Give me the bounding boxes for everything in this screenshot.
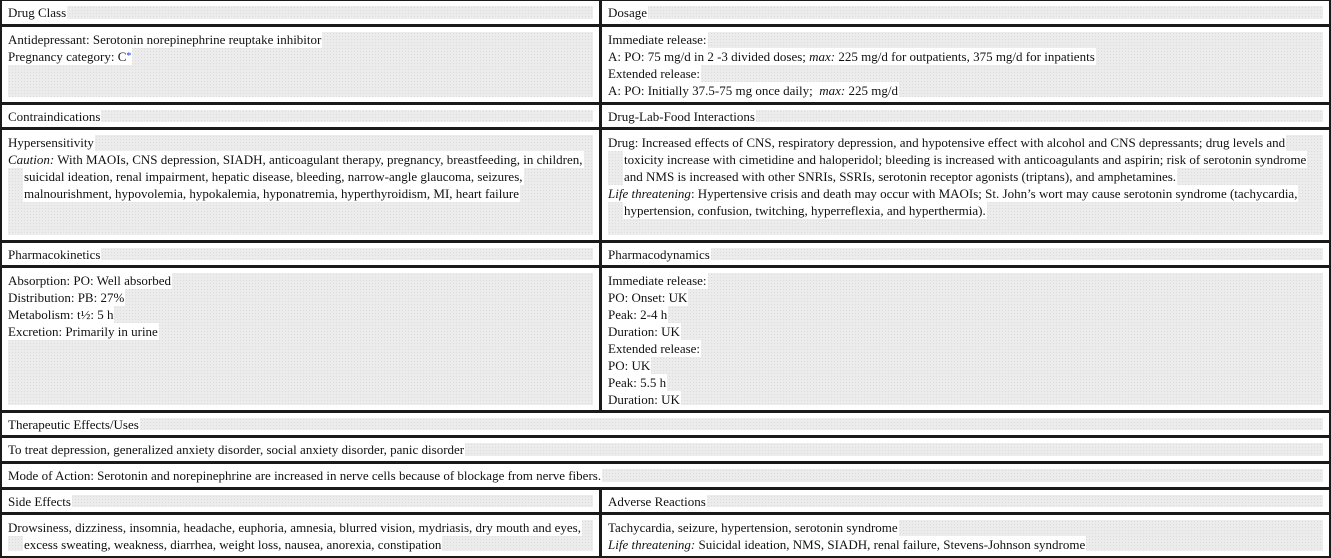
row-therapeutic-header (0, 412, 1331, 437)
side-effects-text: Drowsiness, dizziness, insomnia, headache, euphoria, amnesia, blurred vision, mydriasis, dry mouth and eyes, excess sweating, weakness, diarrhea, weight loss, nausea, anorexia, constipation (8, 520, 581, 552)
contraindications-content-cell (0, 128, 601, 242)
row-contraindications-interactions-headers (0, 104, 1331, 129)
therapeutic-uses-cell (0, 436, 1331, 463)
therapeutic-header-cell (0, 411, 1331, 437)
adverse-reactions-header: Adverse Reactions (608, 494, 706, 509)
row-mode-of-action (0, 463, 1331, 489)
pd-line: PO: Onset: UK (608, 290, 688, 305)
max-label: max: (809, 49, 836, 64)
pd-line: Duration: UK (608, 392, 680, 407)
dosage-content-cell (600, 25, 1331, 104)
therapeutic-header: Therapeutic Effects/Uses (8, 417, 139, 432)
row-pk-pd-content (0, 267, 1331, 412)
pd-line: Extended release: (608, 341, 701, 356)
pk-metabolism: Metabolism: t½: 5 h (8, 307, 114, 322)
row-drug-class-dosage-content (0, 26, 1331, 104)
row-therapeutic-uses (0, 437, 1331, 463)
dosage-header: Dosage (608, 5, 647, 20)
pd-line: Immediate release: (608, 273, 707, 288)
drug-class-header-cell (0, 0, 601, 26)
drug-class-header: Drug Class (8, 5, 67, 20)
pregnancy-marker-asterisk: * (126, 51, 132, 62)
contraindications-header-cell (0, 103, 601, 129)
dosage-extended-text: A: PO: Initially 37.5-75 mg once daily; max: 225 mg/d (608, 83, 898, 98)
contraindication-hypersensitivity: Hypersensitivity (8, 135, 94, 150)
interactions-content-cell (600, 128, 1331, 242)
pd-line: Peak: 2-4 h (608, 307, 668, 322)
row-pk-pd-headers (0, 242, 1331, 267)
adverse-reactions-life-threatening: Life threatening: Suicidal ideation, NMS, SIADH, renal failure, Stevens-Johnson syndrome (608, 537, 1086, 552)
side-effects-content-cell (0, 513, 601, 558)
interactions-header: Drug-Lab-Food Interactions (608, 109, 755, 124)
mode-of-action: Mode of Action: Serotonin and norepinephrine are increased in nerve cells because of blockage from nerve fibers. (8, 468, 602, 483)
dosage-immediate-text: A: PO: 75 mg/d in 2 -3 divided doses; max: 225 mg/d for outpatients, 375 mg/d for inpatients (608, 49, 1095, 64)
adverse-reactions-content-cell (600, 513, 1331, 558)
max-label: max: (819, 83, 846, 98)
pk-absorption: Absorption: PO: Well absorbed (8, 273, 172, 288)
side-effects-header: Side Effects (8, 494, 71, 509)
row-side-adverse-headers (0, 489, 1331, 514)
interactions-life-threatening: Life threatening: Hypertensive crisis and death may occur with MAOIs; St. John’s wort may cause serotonin syndrome (tachycardia, hypertension, confusion, twitching, hyperreflexia, and hyperthermia). (608, 186, 1298, 218)
pharmacodynamics-header-cell (600, 241, 1331, 267)
pharmacodynamics-header: Pharmacodynamics (608, 247, 710, 262)
pharmacokinetics-header: Pharmacokinetics (8, 247, 101, 262)
pd-line: PO: UK (608, 358, 651, 373)
pk-distribution: Distribution: PB: 27% (8, 290, 125, 305)
pregnancy-category: Pregnancy category: C (8, 49, 127, 64)
pharmacodynamics-content-cell (600, 266, 1331, 412)
drug-class-line: Antidepressant: Serotonin norepinephrine reuptake inhibitor (8, 32, 322, 47)
adverse-reactions-line: Tachycardia, seizure, hypertension, serotonin syndrome (608, 520, 898, 535)
contraindication-caution: Caution: With MAOIs, CNS depression, SIADH, anticoagulant therapy, pregnancy, breastfeeding, in children, suicidal ideation, renal impairment, hepatic disease, bleeding, narrow-angle glaucoma, seizures, malnourishment, hypovolemia, hypokalemia, hyponatremia, hyperthyroidism, MI, heart failure (8, 152, 583, 201)
pd-line: Duration: UK (608, 324, 680, 339)
pd-line: Peak: 5.5 h (608, 375, 667, 390)
dosage-immediate-label: Immediate release: (608, 32, 707, 47)
dosage-header-cell (600, 0, 1331, 26)
interactions-header-cell (600, 103, 1331, 129)
row-contraindications-interactions-content (0, 129, 1331, 242)
adverse-reactions-header-cell (600, 488, 1331, 514)
contraindications-header: Contraindications (8, 109, 101, 124)
pharmacokinetics-content-cell (0, 266, 601, 412)
mode-of-action-cell (0, 462, 1331, 489)
pk-excretion: Excretion: Primarily in urine (8, 324, 158, 339)
row-drug-class-dosage-headers (0, 0, 1331, 26)
drug-class-content-cell (0, 25, 601, 104)
therapeutic-uses: To treat depression, generalized anxiety disorder, social anxiety disorder, panic disorder (8, 442, 465, 457)
side-effects-header-cell (0, 488, 601, 514)
pharmacokinetics-header-cell (0, 241, 601, 267)
interactions-drug-text: Drug: Increased effects of CNS, respiratory depression, and hypotensive effect with alcohol and CNS depressants; drug levels and toxicity increase with cimetidine and haloperidol; bleeding is increased with anticoagulants and aspirin; risk of serotonin syndrome and NMS is increased with other SNRIs, SSRIs, serotonin receptor agonists (triptans), and amphetamines. (608, 135, 1307, 184)
dosage-extended-label: Extended release: (608, 66, 701, 81)
row-side-adverse-content (0, 514, 1331, 558)
